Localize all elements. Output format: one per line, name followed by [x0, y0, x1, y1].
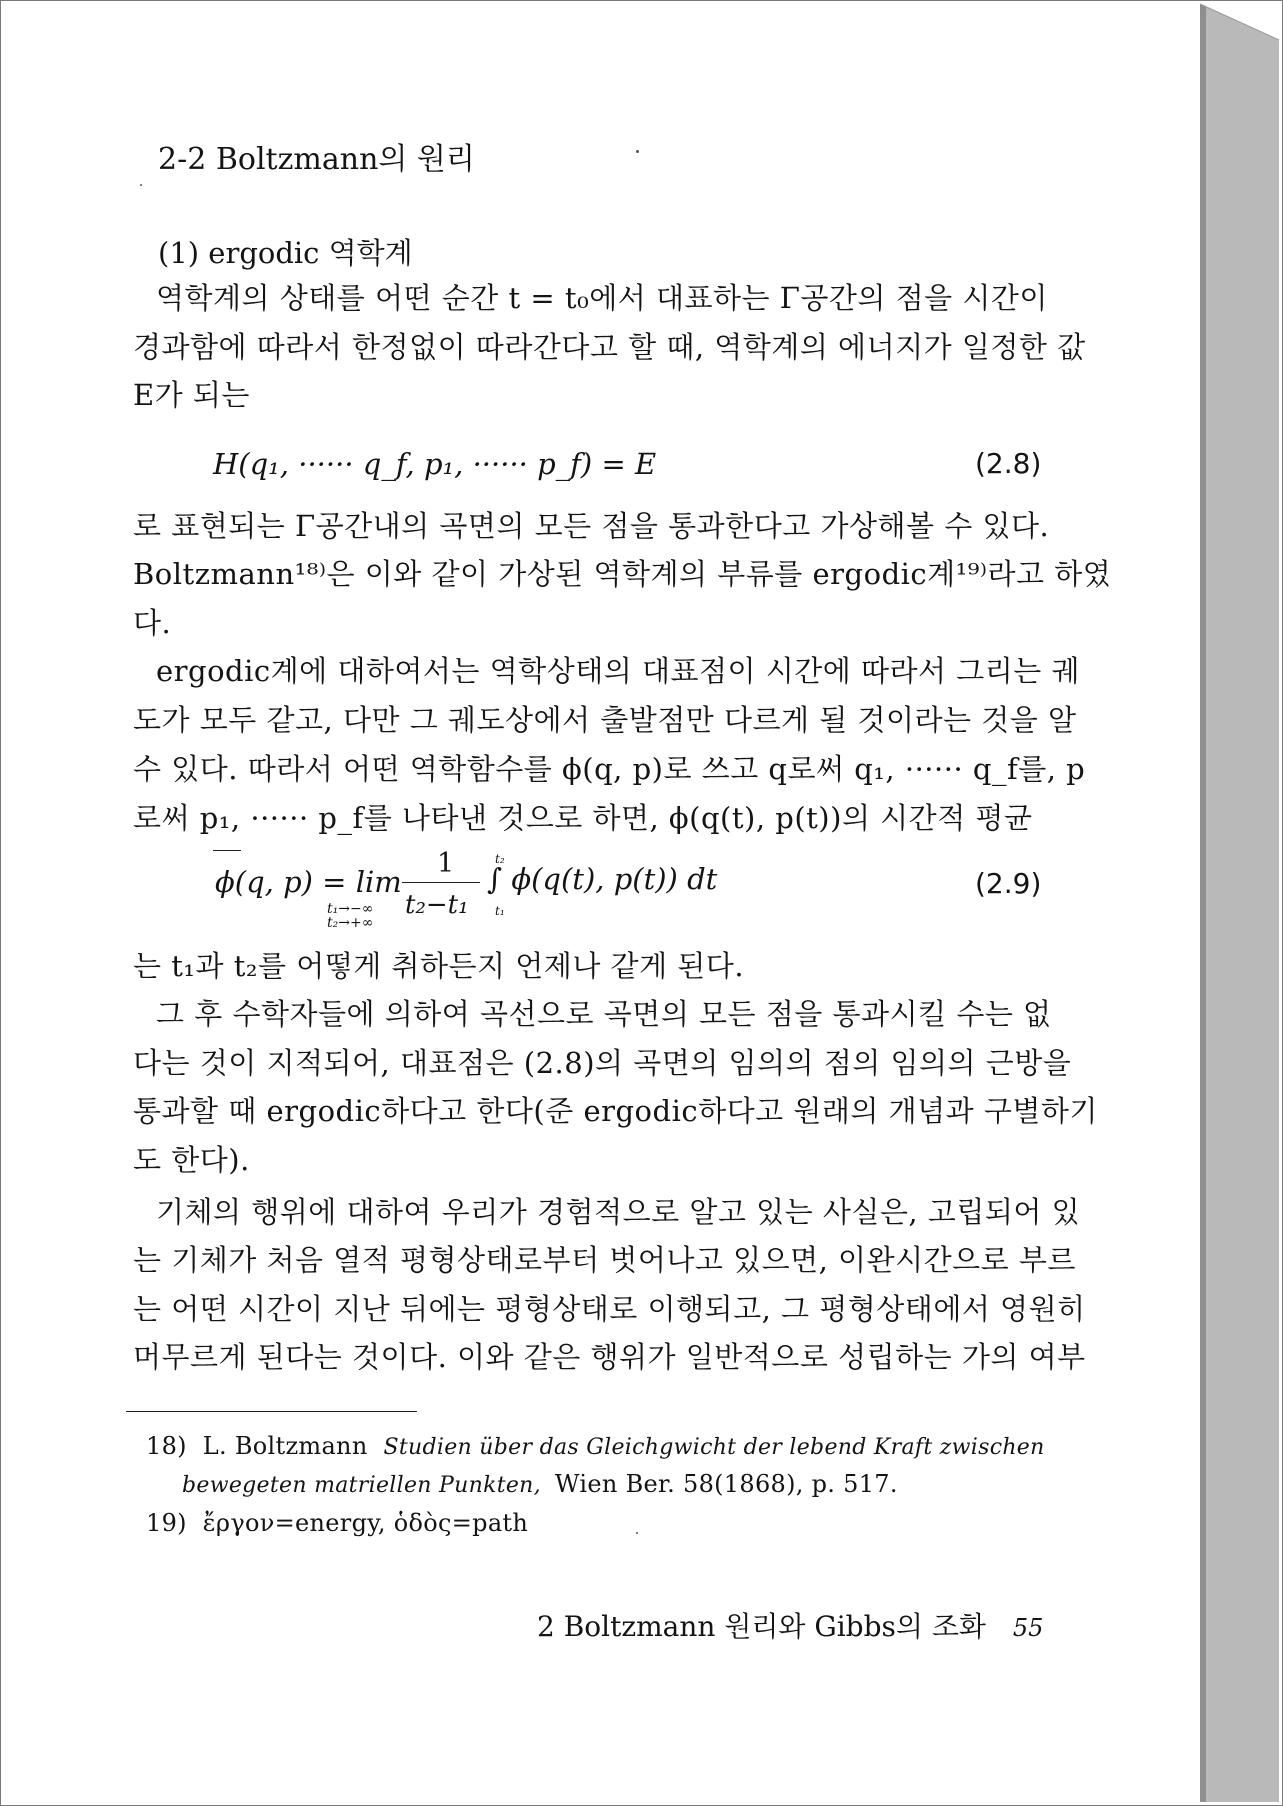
paragraph-6-line-3: 는 어떤 시간이 지난 뒤에는 평형상태로 이행되고, 그 평형상태에서 영원히 — [133, 1292, 1086, 1326]
paragraph-3-line-1: ergodic계에 대하여서는 역학상태의 대표점이 시간에 따라서 그리는 궤 — [156, 654, 1081, 688]
running-footer — [537, 1605, 1043, 1645]
footnote-title-line-1: Studien über das Gleichgwicht der lebend Kraft zwischen — [383, 1435, 1045, 1460]
footer-title: 2 Boltzmann 원리와 Gibbs의 조화 — [537, 1610, 986, 1643]
eq-lhs: ϕ(q, p) = lim — [215, 865, 402, 899]
paragraph-6-line-2: 는 기체가 처음 열적 평형상태로부터 벗어나고 있으면, 이완시간으로 부르 — [133, 1243, 1076, 1277]
paragraph-3-line-4: 로써 p₁, ······ p_f를 나타낸 것으로 하면, ϕ(q(t), p(t))의 시간적 평균 — [133, 801, 1033, 835]
equation-2-8: H(q₁, ······ q_f, p₁, ······ p_f) = E — [213, 447, 657, 481]
paragraph-4: 는 t₁과 t₂를 어떻게 취하든지 언제나 같게 된다. — [133, 949, 745, 983]
paragraph-3-line-3: 수 있다. 따라서 어떤 역학함수를 ϕ(q, p)로 쓰고 q로써 q₁, ······ q_f를, p — [133, 752, 1086, 786]
eq-limit: t₁→−∞ t₂→+∞ — [327, 901, 374, 931]
paragraph-5-line-4: 도 한다). — [133, 1143, 250, 1177]
paragraph-1-line-2: 경과함에 따라서 한정없이 따라간다고 할 때, 역학계의 에너지가 일정한 값 — [133, 330, 1086, 364]
footnote-18 — [146, 1432, 1045, 1460]
footnote-title-line-2: bewegeten matriellen Punkten, — [182, 1473, 541, 1498]
paragraph-2-line-3: 다. — [133, 606, 172, 640]
paragraph-2-line-2: Boltzmann¹⁸⁾은 이와 같이 가상된 역학계의 부류를 ergodic계¹⁹⁾라고 하였 — [133, 557, 1112, 591]
footnote-author: L. Boltzmann — [202, 1432, 368, 1460]
overline-mark — [213, 850, 241, 851]
eq-frac-num: 1 — [437, 848, 455, 879]
paragraph-5-line-1: 그 후 수학자들에 의하여 곡선으로 곡면의 모든 점을 통과시킬 수는 없 — [156, 997, 1052, 1031]
scan-speck — [140, 184, 142, 186]
paragraph-3-line-2: 도가 모두 같고, 다만 그 궤도상에서 출발점만 다르게 될 것이라는 것을 알 — [133, 703, 1077, 737]
footnote-18-continued — [182, 1470, 898, 1498]
fraction-bar — [402, 882, 480, 883]
paragraph-6-line-1: 기체의 행위에 대하여 우리가 경험적으로 알고 있는 사실은, 고립되어 있 — [156, 1195, 1081, 1229]
section-heading: 2-2 Boltzmann의 원리 — [158, 142, 475, 177]
paragraph-1-line-1: 역학계의 상태를 어떤 순간 t = t₀에서 대표하는 Γ공간의 점을 시간이 — [156, 281, 1048, 315]
paragraph-2-line-1: 로 표현되는 Γ공간내의 곡면의 모든 점을 통과한다고 가상해볼 수 있다. — [133, 509, 1050, 543]
footnote-19 — [146, 1509, 528, 1537]
scan-speck — [636, 1532, 638, 1534]
equation-2-9 — [205, 850, 765, 930]
eq-lower-limit: t₁ — [495, 904, 505, 918]
footnote-separator — [126, 1411, 417, 1412]
footnote-marker: 19) — [146, 1509, 187, 1537]
footnote-marker: 18) — [146, 1432, 187, 1460]
subsection-heading: (1) ergodic 역학계 — [158, 236, 413, 270]
footnote-text: ἔργον=energy, ὁδὸς=path — [202, 1509, 529, 1537]
eq-frac-den: t₂−t₁ — [405, 890, 469, 920]
paragraph-6-line-4: 머무르게 된다는 것이다. 이와 같은 행위가 일반적으로 성립하는 가의 여부 — [133, 1340, 1086, 1374]
paragraph-5-line-2: 다는 것이 지적되어, 대표점은 (2.8)의 곡면의 임의의 점의 임의의 근방을 — [133, 1046, 1072, 1080]
footnote-reference: Wien Ber. 58(1868), p. 517. — [554, 1470, 898, 1498]
paragraph-1-line-3: E가 되는 — [133, 378, 250, 412]
eq-upper-limit: t₂ — [495, 852, 505, 866]
equation-number-2-8: (2.8) — [975, 447, 1042, 480]
eq-integral: ∫ ϕ(q(t), p(t)) dt — [487, 862, 718, 896]
paragraph-5-line-3: 통과할 때 ergodic하다고 한다(준 ergodic하다고 원래의 개념과 구별하기 — [133, 1094, 1098, 1128]
scan-speck — [636, 150, 639, 153]
equation-number-2-9: (2.9) — [975, 867, 1042, 900]
page-number: 55 — [1012, 1614, 1044, 1642]
